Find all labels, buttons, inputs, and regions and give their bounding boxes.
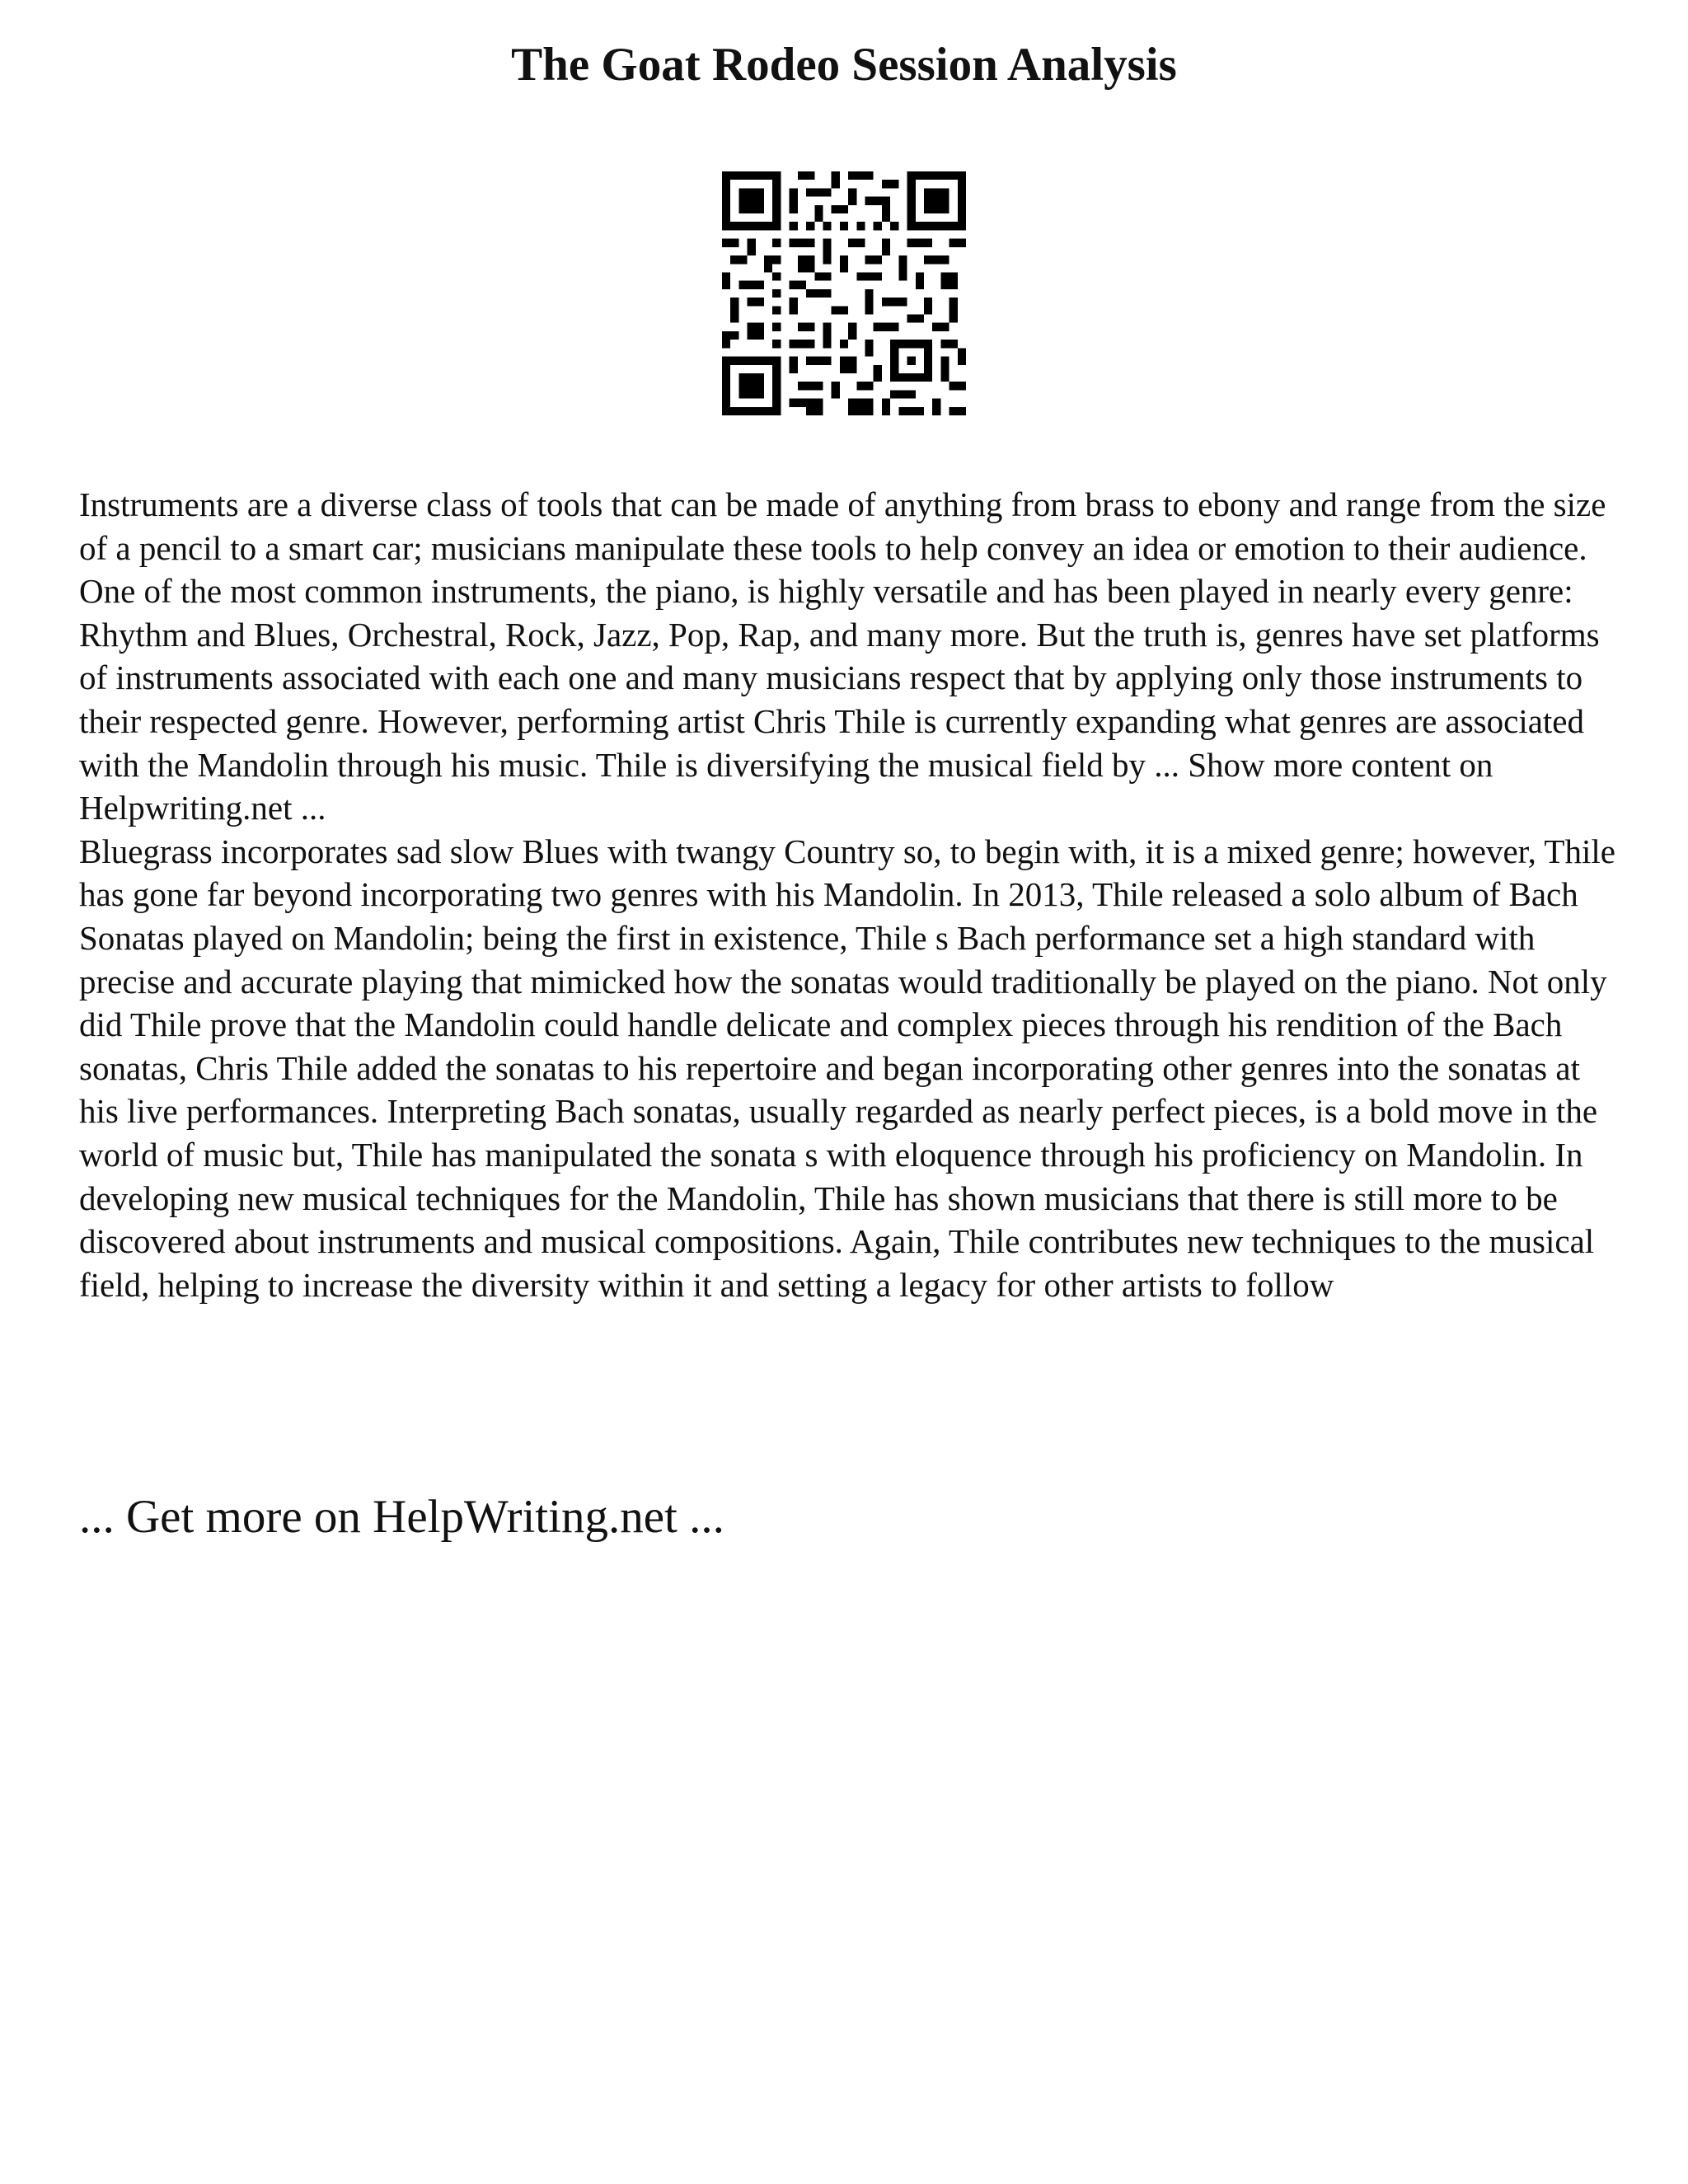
paragraph-intro: Instruments are a diverse class of tools that can be made of anything from brass to ebony and range from the size of a pencil to a smart car; musicians manipulate these tools to help convey an idea or emotion to their audience. One of the most common instruments, the piano, is highly versatile and has been played in nearly every genre: Rhythm and Blues, Orchestral, Rock, Jazz, Pop, Rap, and many more. But the truth is, genres have set platforms of instruments associated with each one and many musicians respect that by applying only those instruments to their respected genre. However, performing artist Chris Thile is currently expanding what genres are associated with the Mandolin through his music. Thile is diversifying the musical field by ... Show more content on Helpwriting.net ... (79, 485, 1606, 827)
get-more-link[interactable]: ... Get more on HelpWriting.net ... (79, 1491, 724, 1543)
article-body (79, 483, 1620, 1306)
qr-code-icon[interactable] (722, 171, 966, 415)
paragraph-bluegrass: Bluegrass incorporates sad slow Blues with twangy Country so, to begin with, it is a mixed genre; however, Thile has gone far beyond incorporating two genres with his Mandolin. In 2013, Thile released a solo album of Bach Sonatas played on Mandolin; being the first in existence, Thile s Bach performance set a high standard with precise and accurate playing that mimicked how the sonatas would traditionally be played on the piano. Not only did Thile prove that the Mandolin could handle delicate and complex pieces through his rendition of the Bach sonatas, Chris Thile added the sonatas to his repertoire and began incorporating other genres into the sonatas at his live performances. Interpreting Bach sonatas, usually regarded as nearly perfect pieces, is a bold move in the world of music but, Thile has manipulated the sonata s with eloquence through his proficiency on Mandolin. In developing new musical techniques for the Mandolin, Thile has shown musicians that there is still more to be discovered about instruments and musical compositions. Again, Thile contributes new techniques to the musical field, helping to increase the diversity within it and setting a legacy for other artists to follow (79, 832, 1615, 1304)
document-title: The Goat Rodeo Session Analysis (511, 39, 1177, 91)
